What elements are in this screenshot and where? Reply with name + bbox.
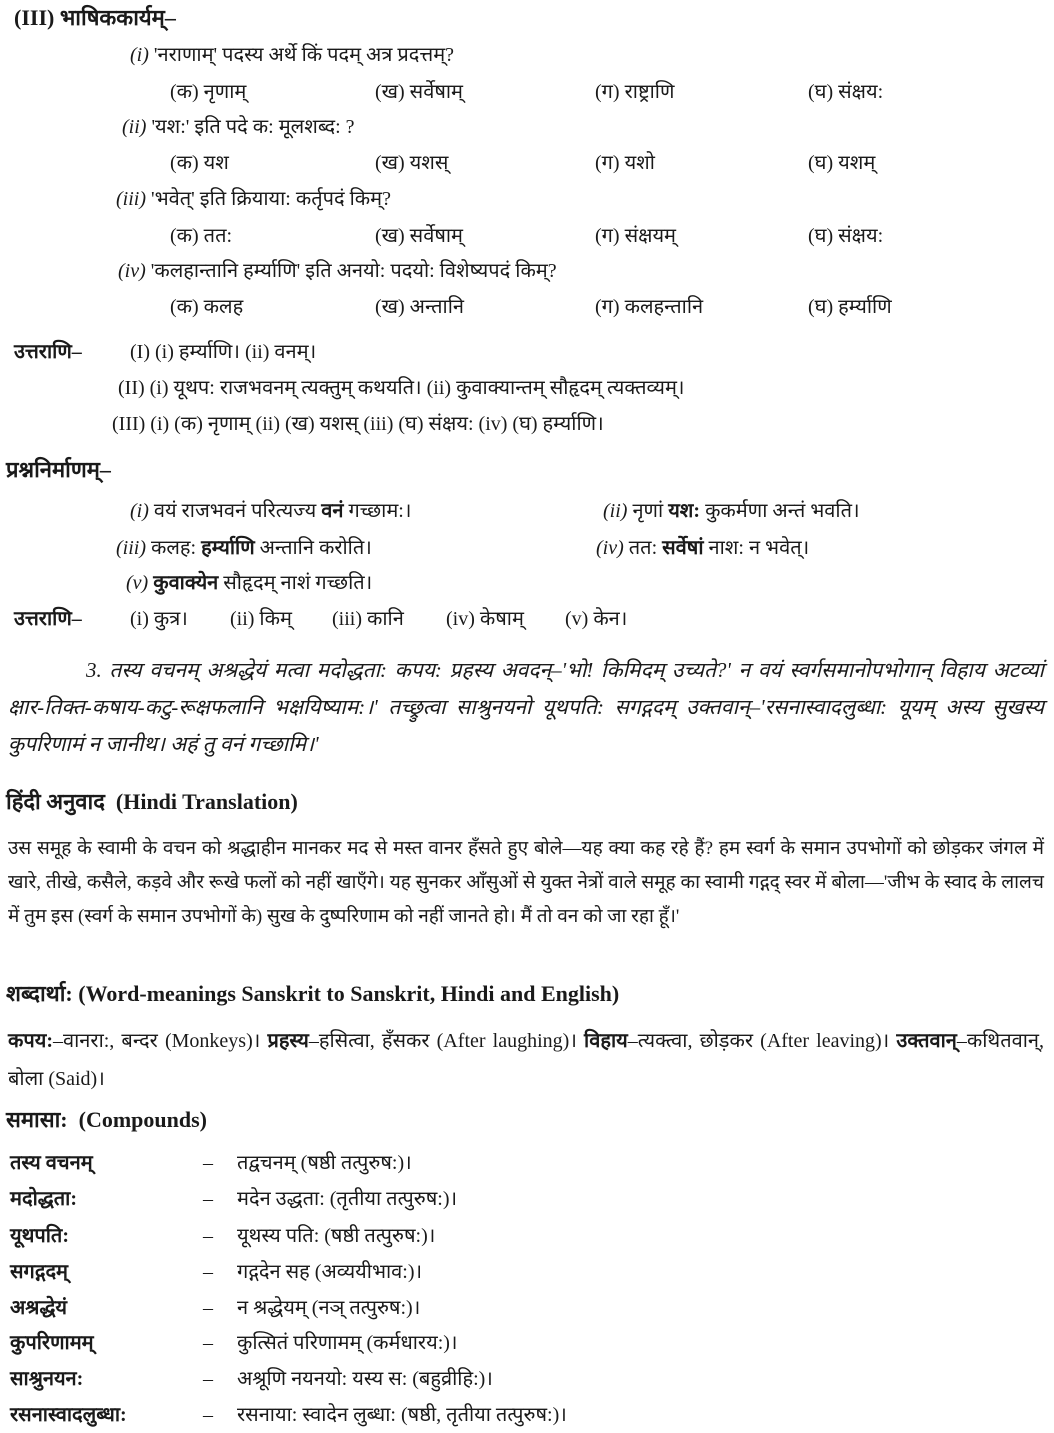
item-highlight: वनं [321,500,344,522]
item-number: (i) [130,500,149,522]
answer: (i) कुत्र। [130,608,188,630]
meaning: –वानरा:, बन्दर (Monkeys)। [52,1030,268,1052]
question-text: 'यश:' इति पदे क: मूलशब्द: ? [151,116,355,138]
question-formation-item [130,498,411,524]
compound-term: रसनास्वादलुब्धा: [10,1404,127,1426]
heading-english: (Word-meanings Sanskrit to Sanskrit, Hindi and English) [78,981,620,1006]
word-meanings-heading [6,981,619,1007]
compound-explanation: कुत्सितं परिणामम् (कर्मधारय:)। [237,1332,458,1354]
compound-row [0,1150,1054,1176]
dash: – [203,1261,213,1283]
compound-explanation: तद्वचनम् (षष्ठी तत्पुरुष:)। [237,1152,412,1174]
answer-line: (II) (i) यूथप: राजभवनम् त्यक्तुम् कथयति। (ii) कुवाक्यान्तम् सौहृदम् त्यक्तव्यम्। [118,377,685,399]
question-text: 'नराणाम्' पदस्य अर्थे किं पदम् अत्र प्रदत्तम्? [153,44,455,66]
option: (घ) संक्षय: [808,81,884,103]
word: उक्तवान् [896,1030,957,1052]
item-number: (ii) [603,500,628,522]
compound-row [0,1223,1054,1249]
meaning: –त्यक्त्वा, छोड़कर (After leaving)। [627,1030,897,1052]
option: (क) कलह [170,296,244,318]
compound-term: कुपरिणामम् [10,1332,94,1354]
dash: – [203,1152,213,1174]
option: (ग) कलहन्तानि [595,296,704,318]
item-number: (iv) [596,537,624,559]
compound-row [0,1330,1054,1356]
question-text: 'भवेत्' इति क्रियाया: कर्तृपदं किम्? [151,188,391,210]
question-formation-item [126,570,372,596]
question-formation-item [603,498,860,524]
compound-row [0,1186,1054,1212]
question-formation-item [116,535,372,561]
option: (ख) अन्तानि [375,296,464,318]
item-text: गच्छाम:। [343,500,412,522]
question-number: (iv) [118,260,146,282]
option: (ख) यशस् [375,152,449,174]
compound-explanation: मदेन उद्धता: (तृतीया तत्पुरुष:)। [237,1188,458,1210]
item-highlight: यश: [668,500,701,522]
question-number: (ii) [122,116,147,138]
item-text: नृणां [632,500,669,522]
answers-label: उत्तराणि– [14,341,82,363]
dash: – [203,1404,213,1426]
dash: – [203,1225,213,1247]
compound-row [0,1295,1054,1321]
option: (घ) यशम् [808,152,876,174]
dash: – [203,1188,213,1210]
compound-term: तस्य वचनम् [10,1152,93,1174]
compound-row [0,1402,1054,1428]
heading-hindi: हिंदी अनुवाद [6,789,105,814]
option: (क) यश [170,152,229,174]
hindi-translation-heading [6,789,298,815]
question [116,186,391,212]
compound-explanation: न श्रद्धेयम् (नञ् तत्पुरुष:)। [237,1297,421,1319]
heading-hindi: समासा: [6,1107,68,1132]
answer-line: (I) (i) हर्म्याणि। (ii) वनम्। [130,341,317,363]
compound-row [0,1259,1054,1285]
item-text: अन्तानि करोति। [254,537,372,559]
question-text: 'कलहान्तानि हर्म्याणि' इति अनयो: पदयो: विशेष्यपदं किम्? [150,260,557,282]
item-text: नाश: न भवेत्। [703,537,810,559]
heading-english: (Compounds) [78,1107,207,1132]
item-text: कलह: [151,537,202,559]
option: (ग) राष्ट्राणि [595,81,675,103]
compound-term: मदोद्धता: [10,1188,77,1210]
answer-line: (III) (i) (क) नृणाम् (ii) (ख) यशस् (iii) (घ) संक्षय: (iv) (घ) हर्म्याणि। [112,413,604,435]
question [122,114,355,140]
item-text: वयं राजभवनं परित्यज्य [153,500,322,522]
item-number: (v) [126,572,149,594]
question-formation-item [596,535,809,561]
compound-term: सगद्गदम् [10,1261,69,1283]
compound-explanation: यूथस्य पति: (षष्ठी तत्पुरुष:)। [237,1225,436,1247]
dash: – [203,1368,213,1390]
answer: (iii) कानि [332,608,404,630]
item-text: कुकर्मणा अन्तं भवति। [700,500,860,522]
compound-term: साश्रुनयन: [10,1368,84,1390]
meaning: –हसित्वा, हँसकर (After laughing)। [308,1030,585,1052]
compound-row [0,1366,1054,1392]
item-highlight: कुवाक्येन [153,572,219,594]
answer: (ii) किम् [230,608,292,630]
option: (ख) सर्वेषाम् [375,225,464,247]
option: (ग) यशो [595,152,655,174]
word-meanings-text [8,1022,1044,1098]
dash: – [203,1332,213,1354]
item-highlight: हर्म्याणि [201,537,255,559]
question-number: (i) [130,44,149,66]
meaning: –कथितवान्, बोला (Said)। [8,1030,1045,1090]
question [118,258,557,284]
option: (क) तत: [170,225,233,247]
heading-hindi: शब्दार्था: [6,981,73,1006]
dash: – [203,1297,213,1319]
compound-explanation: रसनाया: स्वादेन लुब्धा: (षष्ठी, तृतीया तत्पुरुष:)। [237,1404,567,1426]
heading-english: (Hindi Translation) [115,789,298,814]
section-heading-question-formation: प्रश्ननिर्माणम्– [6,457,111,482]
question [130,42,454,68]
section-heading-linguistic-work: (III) भाषिककार्यम्– [14,5,176,30]
option: (ग) संक्षयम् [595,225,677,247]
answers-label: उत्तराणि– [14,608,82,630]
compound-term: अश्रद्धेयं [10,1297,68,1319]
compound-term: यूथपति: [10,1225,69,1247]
word: कपय: [8,1030,53,1052]
answer: (v) केन। [565,608,628,630]
item-highlight: सर्वेषां [662,537,704,559]
item-text: सौहृदम् नाशं गच्छति। [218,572,373,594]
hindi-translation-text: उस समूह के स्वामी के वचन को श्रद्धाहीन मानकर मद से मस्त वानर हँसते हुए बोले—यह क्या कह रहे हैं? हम स्वर्ग के समान उपभोगों को छोड़कर जंगल में खारे, तीखे, कसैले, कड़वे और रूखे फलों को नहीं खाएँगे। यह सुनकर आँसुओं से युक्त नेत्रों वाले समूह का स्वामी गद्गद् स्वर में बोला—'जीभ के स्वाद के लालच में तुम इस (स्वर्ग के समान उपभोगों के) सुख के दुष्परिणाम को नहीं जानते हो। मैं तो वन को जा रहा हूँ।' [8,838,1044,927]
option: (घ) संक्षय: [808,225,884,247]
word: विहाय [584,1030,628,1052]
compounds-heading [6,1107,207,1133]
option: (घ) हर्म्याणि [808,296,892,318]
answer: (iv) केषाम् [446,608,524,630]
compound-explanation: गद्गदेन सह (अव्ययीभाव:)। [237,1261,423,1283]
option: (ख) सर्वेषाम् [375,81,464,103]
word: प्रहस्य [267,1030,309,1052]
item-text: तत: [628,537,663,559]
option: (क) नृणाम् [170,81,247,103]
question-number: (iii) [116,188,146,210]
compound-explanation: अश्रूणि नयनयो: यस्य स: (बहुव्रीहि:)। [237,1368,493,1390]
sanskrit-passage: 3. तस्य वचनम् अश्रद्धेयं मत्वा मदोद्धता: कपय: प्रहस्य अवदन्–'भो! किमिदम् उच्यते?' न वयं स्वर्गसमानोपभोगान् विहाय अटव्यां क्षार-तिक्त-कषाय-कटु-रूक्षफलानि भक्षयिष्याम:।' तच्छ्रुत्वा साश्रुनयनो यूथपति: सगद्गदम् उक्तवान्–'रसनास्वादलुब्धा: यूयम् अस्य सुखस्य कुपरिणामं न जानीथ। अहं तु वनं गच्छामि।' [8,658,1044,756]
item-number: (iii) [116,537,146,559]
